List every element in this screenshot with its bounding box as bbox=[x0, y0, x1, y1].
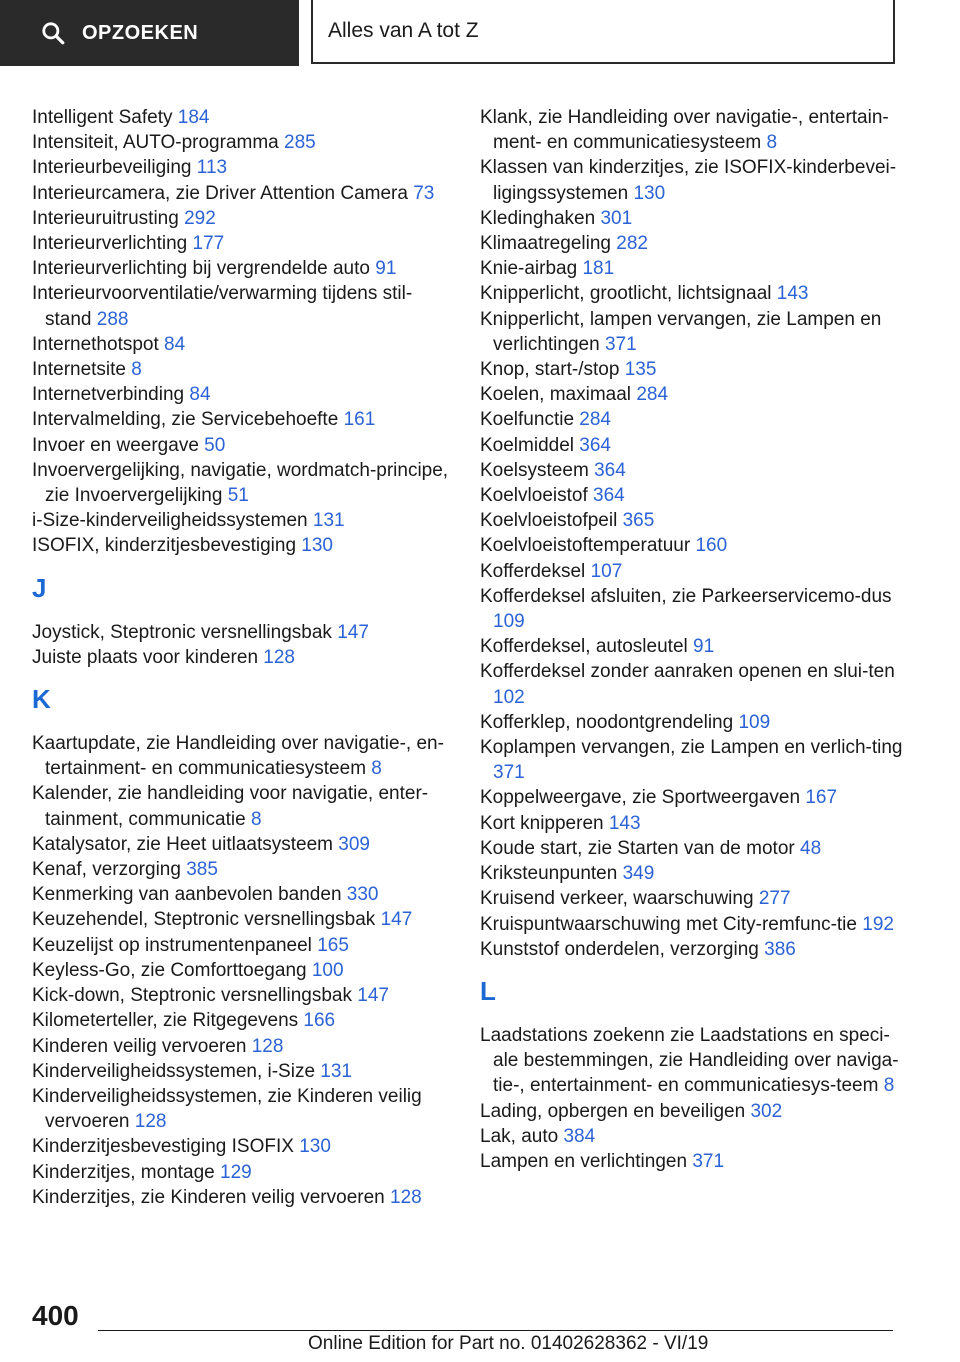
index-entry bbox=[32, 206, 457, 231]
footer-divider bbox=[98, 1330, 893, 1331]
index-entry-text: Internethotspot bbox=[32, 333, 159, 355]
index-entry bbox=[32, 1185, 457, 1210]
page-reference-link[interactable]: 292 bbox=[184, 207, 216, 229]
page-reference-link[interactable]: 128 bbox=[251, 1035, 284, 1057]
index-entry-text: Koelvloeistof bbox=[480, 485, 588, 507]
page-reference-link[interactable]: 128 bbox=[263, 646, 295, 668]
index-letter-heading: K bbox=[32, 684, 51, 715]
index-entry-text: Keuzehendel, Steptronic versnellingsbak bbox=[32, 909, 376, 931]
page-reference-link[interactable]: 131 bbox=[312, 510, 345, 532]
index-entry bbox=[480, 1099, 910, 1124]
page-reference-link[interactable]: 302 bbox=[750, 1100, 783, 1122]
index-entry bbox=[480, 937, 910, 962]
index-entry bbox=[32, 857, 457, 882]
index-entry-text: Kilometerteller, zie Ritgegevens bbox=[32, 1010, 299, 1032]
index-entry-text: Juiste plaats voor kinderen bbox=[32, 646, 259, 668]
page-reference-link[interactable]: 364 bbox=[594, 459, 626, 481]
page-reference-link[interactable]: 128 bbox=[390, 1186, 422, 1208]
page-reference-link[interactable]: 109 bbox=[738, 711, 771, 733]
index-entry bbox=[32, 983, 457, 1008]
index-entry-text: Internetverbinding bbox=[32, 384, 185, 406]
page-reference-link[interactable]: 8 bbox=[766, 132, 778, 154]
index-entry bbox=[480, 584, 910, 634]
index-entry-text: Invoervergelijking, navigatie, wordmatch-principe, zie Invoervergelijking bbox=[32, 459, 449, 507]
search-label: OPZOEKEN bbox=[82, 21, 199, 44]
index-entry bbox=[32, 458, 457, 508]
index-entry bbox=[480, 508, 910, 533]
page-reference-link[interactable]: 130 bbox=[301, 535, 333, 557]
index-entry-text: Kofferdeksel bbox=[480, 560, 586, 582]
index-entry bbox=[32, 933, 457, 958]
index-entry bbox=[32, 1160, 457, 1185]
index-entry bbox=[32, 882, 457, 907]
index-entry-text: Kinderzitjesbevestiging ISOFIX bbox=[32, 1136, 294, 1158]
index-entry-text: Kaartupdate, zie Handleiding over navigatie-, en-tertainment- en communicatiesysteem bbox=[32, 733, 444, 780]
index-entry-text: Katalysator, zie Heet uitlaatsysteem bbox=[32, 833, 333, 855]
index-entry-text: Koelfunctie bbox=[480, 409, 575, 431]
index-entry bbox=[480, 710, 910, 735]
index-entry-text: Kunststof onderdelen, verzorging bbox=[480, 938, 759, 960]
page-reference-link[interactable]: 192 bbox=[862, 913, 894, 935]
page-reference-link[interactable]: 285 bbox=[284, 132, 316, 154]
index-entry bbox=[480, 458, 910, 483]
page-reference-link[interactable]: 288 bbox=[96, 308, 129, 330]
index-entry-text: Interieurverlichting bij vergrendelde auto bbox=[32, 258, 370, 280]
index-entry bbox=[32, 1059, 457, 1084]
index-entry-text: Kinderveiligheidssystemen, zie Kinderen veilig vervoeren bbox=[32, 1085, 422, 1133]
page-reference-link[interactable]: 130 bbox=[633, 182, 666, 204]
page-reference-link[interactable]: 385 bbox=[186, 859, 218, 881]
index-entry-text: Koelmiddel bbox=[480, 434, 574, 456]
index-entry-text: Knie-airbag bbox=[480, 258, 578, 280]
page-reference-link[interactable]: 284 bbox=[636, 384, 669, 406]
index-entry-text: i-Size-kinderveiligheidssystemen bbox=[32, 510, 308, 532]
index-entry bbox=[480, 836, 910, 861]
index-entry bbox=[32, 1084, 457, 1134]
index-entry bbox=[32, 1134, 457, 1159]
page-reference-link[interactable]: 277 bbox=[758, 888, 791, 910]
index-entry bbox=[480, 155, 910, 205]
index-entry-text: Laadstations zoekenn zie Laadstations en speci-ale bestemmingen, zie Handleiding over naviga-tie-, entertainment- en communicatiesys-teem bbox=[480, 1024, 899, 1097]
index-entry bbox=[480, 105, 910, 155]
page-reference-link[interactable]: 131 bbox=[320, 1060, 352, 1082]
page-reference-link[interactable]: 51 bbox=[227, 485, 249, 507]
page-reference-link[interactable]: 371 bbox=[604, 333, 637, 355]
page-reference-link[interactable]: 84 bbox=[189, 384, 211, 406]
index-entry bbox=[480, 307, 910, 357]
page-reference-link[interactable]: 8 bbox=[371, 758, 382, 780]
page-reference-link[interactable]: 8 bbox=[250, 808, 262, 830]
page-reference-link[interactable]: 349 bbox=[622, 863, 655, 885]
index-entry bbox=[32, 332, 457, 357]
index-entry-text: Internetsite bbox=[32, 359, 126, 381]
index-letter-heading: J bbox=[32, 572, 47, 603]
index-entry bbox=[480, 231, 910, 256]
index-entry-text: Kofferdeksel, autosleutel bbox=[480, 636, 688, 658]
index-entry-text: Kinderzitjes, montage bbox=[32, 1161, 215, 1183]
page-reference-link[interactable]: 102 bbox=[493, 686, 525, 708]
page-reference-link[interactable]: 129 bbox=[220, 1161, 252, 1183]
index-entry bbox=[480, 281, 910, 306]
page-reference-link[interactable]: 184 bbox=[177, 107, 210, 128]
index-entry bbox=[32, 645, 457, 670]
index-entry bbox=[32, 620, 457, 645]
index-entry-text: Interieuruitrusting bbox=[32, 207, 179, 229]
page-reference-link[interactable]: 84 bbox=[164, 333, 186, 355]
page-reference-link[interactable]: 130 bbox=[299, 1136, 331, 1158]
index-entry bbox=[480, 559, 910, 584]
index-entry bbox=[32, 781, 457, 831]
page-reference-link[interactable]: 181 bbox=[582, 258, 615, 280]
index-entry-text: Kort knipperen bbox=[480, 812, 604, 834]
index-entry-text: Lak, auto bbox=[480, 1125, 559, 1147]
page-reference-link[interactable]: 384 bbox=[563, 1125, 596, 1147]
top-navigation-bar bbox=[0, 0, 960, 66]
page-reference-link[interactable]: 113 bbox=[196, 157, 228, 179]
index-entry bbox=[480, 811, 910, 836]
index-entry bbox=[480, 634, 910, 659]
index-entry-text: Interieurbeveiliging bbox=[32, 157, 192, 179]
index-entry-text: Kriksteunpunten bbox=[480, 863, 618, 885]
index-entry-text: Intervalmelding, zie Servicebehoefte bbox=[32, 409, 339, 431]
index-entry-text: Kick-down, Steptronic versnellingsbak bbox=[32, 985, 352, 1007]
index-entry bbox=[480, 785, 910, 810]
index-entry bbox=[32, 958, 457, 983]
index-entry bbox=[480, 206, 910, 231]
page-reference-link[interactable]: 147 bbox=[380, 909, 413, 931]
index-entry-text: Koelen, maximaal bbox=[480, 384, 632, 406]
index-entry-text: Lampen en verlichtingen bbox=[480, 1150, 688, 1172]
page-reference-link[interactable]: 330 bbox=[346, 884, 379, 906]
page-reference-link[interactable]: 109 bbox=[493, 611, 525, 633]
index-entry-text: Koelvloeistoftemperatuur bbox=[480, 535, 691, 557]
page-reference-link[interactable]: 166 bbox=[303, 1010, 336, 1032]
page-reference-link[interactable]: 91 bbox=[375, 258, 397, 280]
index-entry-text: Knipperlicht, lampen vervangen, zie Lampen en verlichtingen bbox=[480, 308, 882, 355]
index-entry bbox=[32, 533, 457, 558]
index-entry-text: Kruisend verkeer, waarschuwing bbox=[480, 888, 754, 910]
page-reference-link[interactable]: 167 bbox=[805, 787, 838, 809]
index-entry-text: Klassen van kinderzitjes, zie ISOFIX-kinderbevei-ligingssystemen bbox=[480, 157, 897, 204]
index-entry-text: Koppelweergave, zie Sportweergaven bbox=[480, 787, 801, 809]
index-entry bbox=[32, 407, 457, 432]
page-reference-link[interactable]: 50 bbox=[204, 434, 226, 456]
index-column-right bbox=[480, 105, 910, 1174]
index-entry-text: Keyless-Go, zie Comforttoegang bbox=[32, 959, 307, 981]
index-entry bbox=[32, 382, 457, 407]
index-entry-text: Koelvloeistofpeil bbox=[480, 510, 618, 532]
index-entry bbox=[480, 483, 910, 508]
page-reference-link[interactable]: 365 bbox=[622, 510, 655, 532]
index-entry bbox=[32, 155, 457, 180]
index-entry bbox=[480, 407, 910, 432]
page-reference-link[interactable]: 309 bbox=[338, 833, 370, 855]
index-entry bbox=[480, 1124, 910, 1149]
index-entry-text: Klimaatregeling bbox=[480, 233, 611, 255]
page-reference-link[interactable]: 165 bbox=[317, 934, 349, 956]
index-entry-text: Invoer en weergave bbox=[32, 434, 199, 456]
index-entry-text: Kalender, zie handleiding voor navigatie, enter-tainment, communicatie bbox=[32, 783, 429, 830]
page-reference-link[interactable]: 143 bbox=[776, 283, 809, 305]
index-entry-text: Klank, zie Handleiding over navigatie-, entertain-ment- en communicatiesysteem bbox=[480, 107, 889, 154]
index-entry bbox=[480, 382, 910, 407]
page-reference-link[interactable]: 364 bbox=[593, 485, 625, 507]
index-entry-text: Lading, opbergen en beveiligen bbox=[480, 1100, 746, 1122]
index-entry bbox=[32, 231, 457, 256]
index-entry-text: Joystick, Steptronic versnellingsbak bbox=[32, 621, 332, 643]
index-entry bbox=[32, 105, 457, 130]
index-entry bbox=[32, 1008, 457, 1033]
edition-note: Online Edition for Part no. 01402628362 - VI/19 bbox=[308, 1333, 709, 1354]
index-column-left bbox=[32, 105, 457, 1210]
index-entry bbox=[32, 907, 457, 932]
index-entry-text: Knipperlicht, grootlicht, lichtsignaal bbox=[480, 283, 772, 305]
page-reference-link[interactable]: 386 bbox=[764, 938, 796, 960]
index-entry bbox=[480, 1023, 910, 1099]
search-button[interactable] bbox=[0, 0, 299, 66]
index-entry bbox=[32, 433, 457, 458]
index-entry-text: Kenmerking van aanbevolen banden bbox=[32, 884, 342, 906]
page-reference-link[interactable]: 128 bbox=[134, 1111, 167, 1133]
index-entry-text: Keuzelijst op instrumentenpaneel bbox=[32, 934, 312, 956]
index-letter-heading: L bbox=[480, 975, 496, 1006]
index-entry-text: Kinderveiligheidssystemen, i-Size bbox=[32, 1060, 316, 1082]
index-entry-text: Koude start, zie Starten van de motor bbox=[480, 837, 795, 859]
page-reference-link[interactable]: 8 bbox=[883, 1075, 895, 1097]
page-reference-link[interactable]: 147 bbox=[357, 985, 389, 1007]
index-entry-text: Knop, start-/stop bbox=[480, 359, 620, 381]
index-entry bbox=[32, 357, 457, 382]
index-entry-text: Koelsysteem bbox=[480, 459, 589, 481]
index-entry bbox=[32, 256, 457, 281]
page-reference-link[interactable]: 282 bbox=[616, 233, 648, 255]
index-entry bbox=[480, 912, 910, 937]
page-reference-link[interactable]: 135 bbox=[624, 359, 657, 381]
index-entry bbox=[32, 1034, 457, 1059]
page-reference-link[interactable]: 91 bbox=[693, 636, 715, 658]
page-number: 400 bbox=[32, 1300, 79, 1331]
index-entry-text: Interieurvoorventilatie/verwarming tijdens stil-stand bbox=[32, 283, 413, 330]
index-entry bbox=[32, 832, 457, 857]
page-reference-link[interactable]: 100 bbox=[311, 959, 344, 981]
index-entry bbox=[480, 533, 910, 558]
page-reference-link[interactable]: 143 bbox=[608, 812, 641, 834]
index-entry-text: Koplampen vervangen, zie Lampen en verlich-ting bbox=[480, 737, 903, 759]
index-entry-text: Kofferklep, noodontgrendeling bbox=[480, 711, 734, 733]
index-entry-text: Kledinghaken bbox=[480, 207, 596, 229]
index-entry-text: Kruispuntwaarschuwing met City-remfunc-tie bbox=[480, 913, 857, 935]
section-title: Alles van A tot Z bbox=[311, 0, 895, 64]
page-reference-link[interactable]: 371 bbox=[692, 1150, 725, 1172]
search-icon bbox=[40, 20, 66, 46]
index-entry bbox=[32, 130, 457, 155]
page-reference-link[interactable]: 73 bbox=[413, 182, 435, 204]
index-entry-text: Interieurcamera, zie Driver Attention Camera bbox=[32, 182, 408, 204]
index-entry bbox=[480, 735, 910, 785]
index-entry bbox=[480, 433, 910, 458]
page-reference-link[interactable]: 107 bbox=[590, 560, 623, 582]
page-reference-link[interactable]: 301 bbox=[600, 207, 633, 229]
index-entry bbox=[32, 731, 457, 781]
index-entry-text: Kinderen veilig vervoeren bbox=[32, 1035, 247, 1057]
index-entry-text: Interieurverlichting bbox=[32, 233, 188, 255]
index-entry-text: Kinderzitjes, zie Kinderen veilig vervoeren bbox=[32, 1186, 385, 1208]
index-entry bbox=[32, 508, 457, 533]
page-reference-link[interactable]: 364 bbox=[579, 434, 611, 456]
page-reference-link[interactable]: 161 bbox=[343, 409, 376, 431]
index-entry-text: Kenaf, verzorging bbox=[32, 859, 181, 881]
page-reference-link[interactable]: 147 bbox=[337, 621, 369, 643]
index-entry-text: Kofferdeksel zonder aanraken openen en slui-ten bbox=[480, 661, 895, 683]
index-entry bbox=[32, 281, 457, 331]
page-reference-link[interactable]: 160 bbox=[695, 535, 728, 557]
index-entry-text: ISOFIX, kinderzitjesbevestiging bbox=[32, 535, 297, 557]
page-reference-link[interactable]: 177 bbox=[192, 233, 225, 255]
page-reference-link[interactable]: 284 bbox=[579, 409, 611, 431]
index-entry-text: Intelligent Safety bbox=[32, 107, 173, 128]
index-entry-text: Kofferdeksel afsluiten, zie Parkeerservicemo-dus bbox=[480, 585, 892, 607]
index-entry bbox=[480, 886, 910, 911]
page-reference-link[interactable]: 48 bbox=[800, 837, 822, 859]
index-entry bbox=[480, 659, 910, 709]
index-entry bbox=[480, 256, 910, 281]
index-entry bbox=[480, 861, 910, 886]
index-entry-text: Intensiteit, AUTO-programma bbox=[32, 132, 279, 154]
page-reference-link[interactable]: 371 bbox=[493, 762, 525, 784]
index-entry bbox=[32, 181, 457, 206]
index-entry bbox=[480, 357, 910, 382]
page-reference-link[interactable]: 8 bbox=[131, 359, 142, 381]
index-entry bbox=[480, 1149, 910, 1174]
